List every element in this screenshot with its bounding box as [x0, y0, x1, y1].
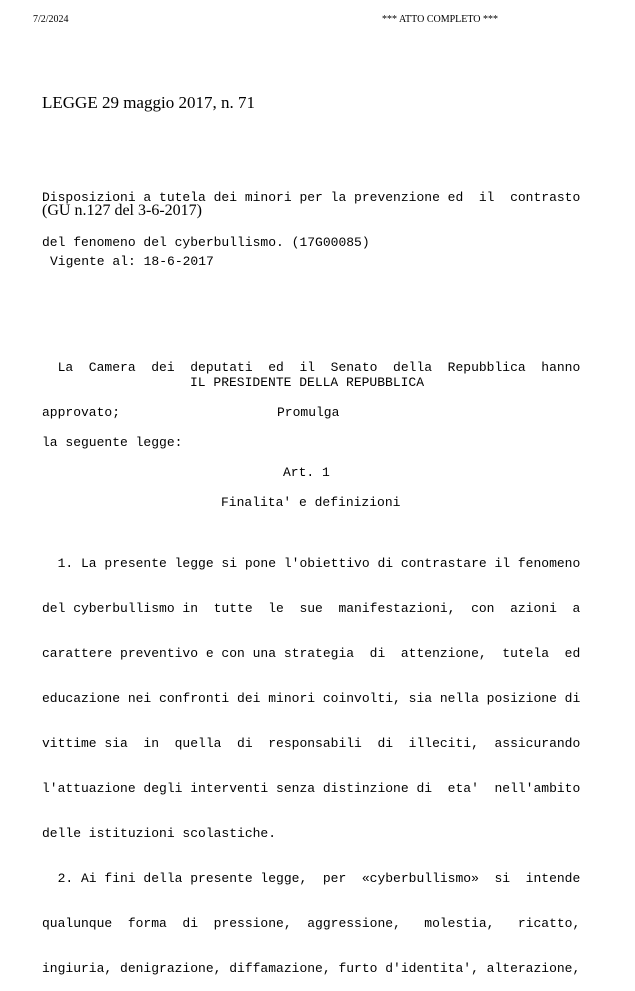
article-body — [42, 526, 580, 991]
preamble-line: approvato; — [42, 405, 121, 420]
article-body-line: educazione nei confronti dei minori coinvolti, sia nella posizione di — [42, 691, 581, 706]
article-body-line: del cyberbullismo in tutte le sue manifestazioni, con azioni a — [42, 601, 581, 616]
president-heading: IL PRESIDENTE DELLA REPUBBLICA — [190, 375, 425, 390]
article-body-line: vittime sia in quella di responsabili di illeciti, assicurando — [42, 736, 581, 751]
promulga-heading: Promulga — [277, 405, 340, 420]
following-law-text: la seguente legge: — [42, 435, 183, 450]
article-body-line: ingiuria, denigrazione, diffamazione, furto d'identita', alterazione, — [42, 961, 581, 976]
article-number: Art. 1 — [283, 465, 330, 480]
preamble-line: La Camera dei deputati ed il Senato della Repubblica hanno — [42, 360, 581, 375]
article-body-line: qualunque forma di pressione, aggressione, molestia, ricatto, — [42, 916, 581, 931]
article-body-line: 1. La presente legge si pone l'obiettivo di contrastare il fenomeno — [42, 556, 581, 571]
article-body-line: delle istituzioni scolastiche. — [42, 826, 277, 841]
print-date: 7/2/2024 — [33, 14, 69, 25]
article-body-line: 2. Ai fini della presente legge, per «cyberbullismo» si intende — [42, 871, 581, 886]
article-title: Finalita' e definizioni — [221, 495, 401, 510]
article-body-line: carattere preventivo e con una strategia di attenzione, tutela ed — [42, 646, 581, 661]
gazette-reference: (GU n.127 del 3-6-2017) — [42, 202, 202, 219]
law-title: LEGGE 29 maggio 2017, n. 71 — [42, 93, 255, 112]
law-subject-line: Disposizioni a tutela dei minori per la prevenzione ed il contrasto — [42, 190, 581, 205]
law-subject-line: del fenomeno del cyberbullismo. (17G00085) — [42, 235, 370, 250]
in-force-date: Vigente al: 18-6-2017 — [50, 254, 214, 269]
document-status: *** ATTO COMPLETO *** — [382, 14, 499, 25]
article-body-line: l'attuazione degli interventi senza distinzione di eta' nell'ambito — [42, 781, 581, 796]
